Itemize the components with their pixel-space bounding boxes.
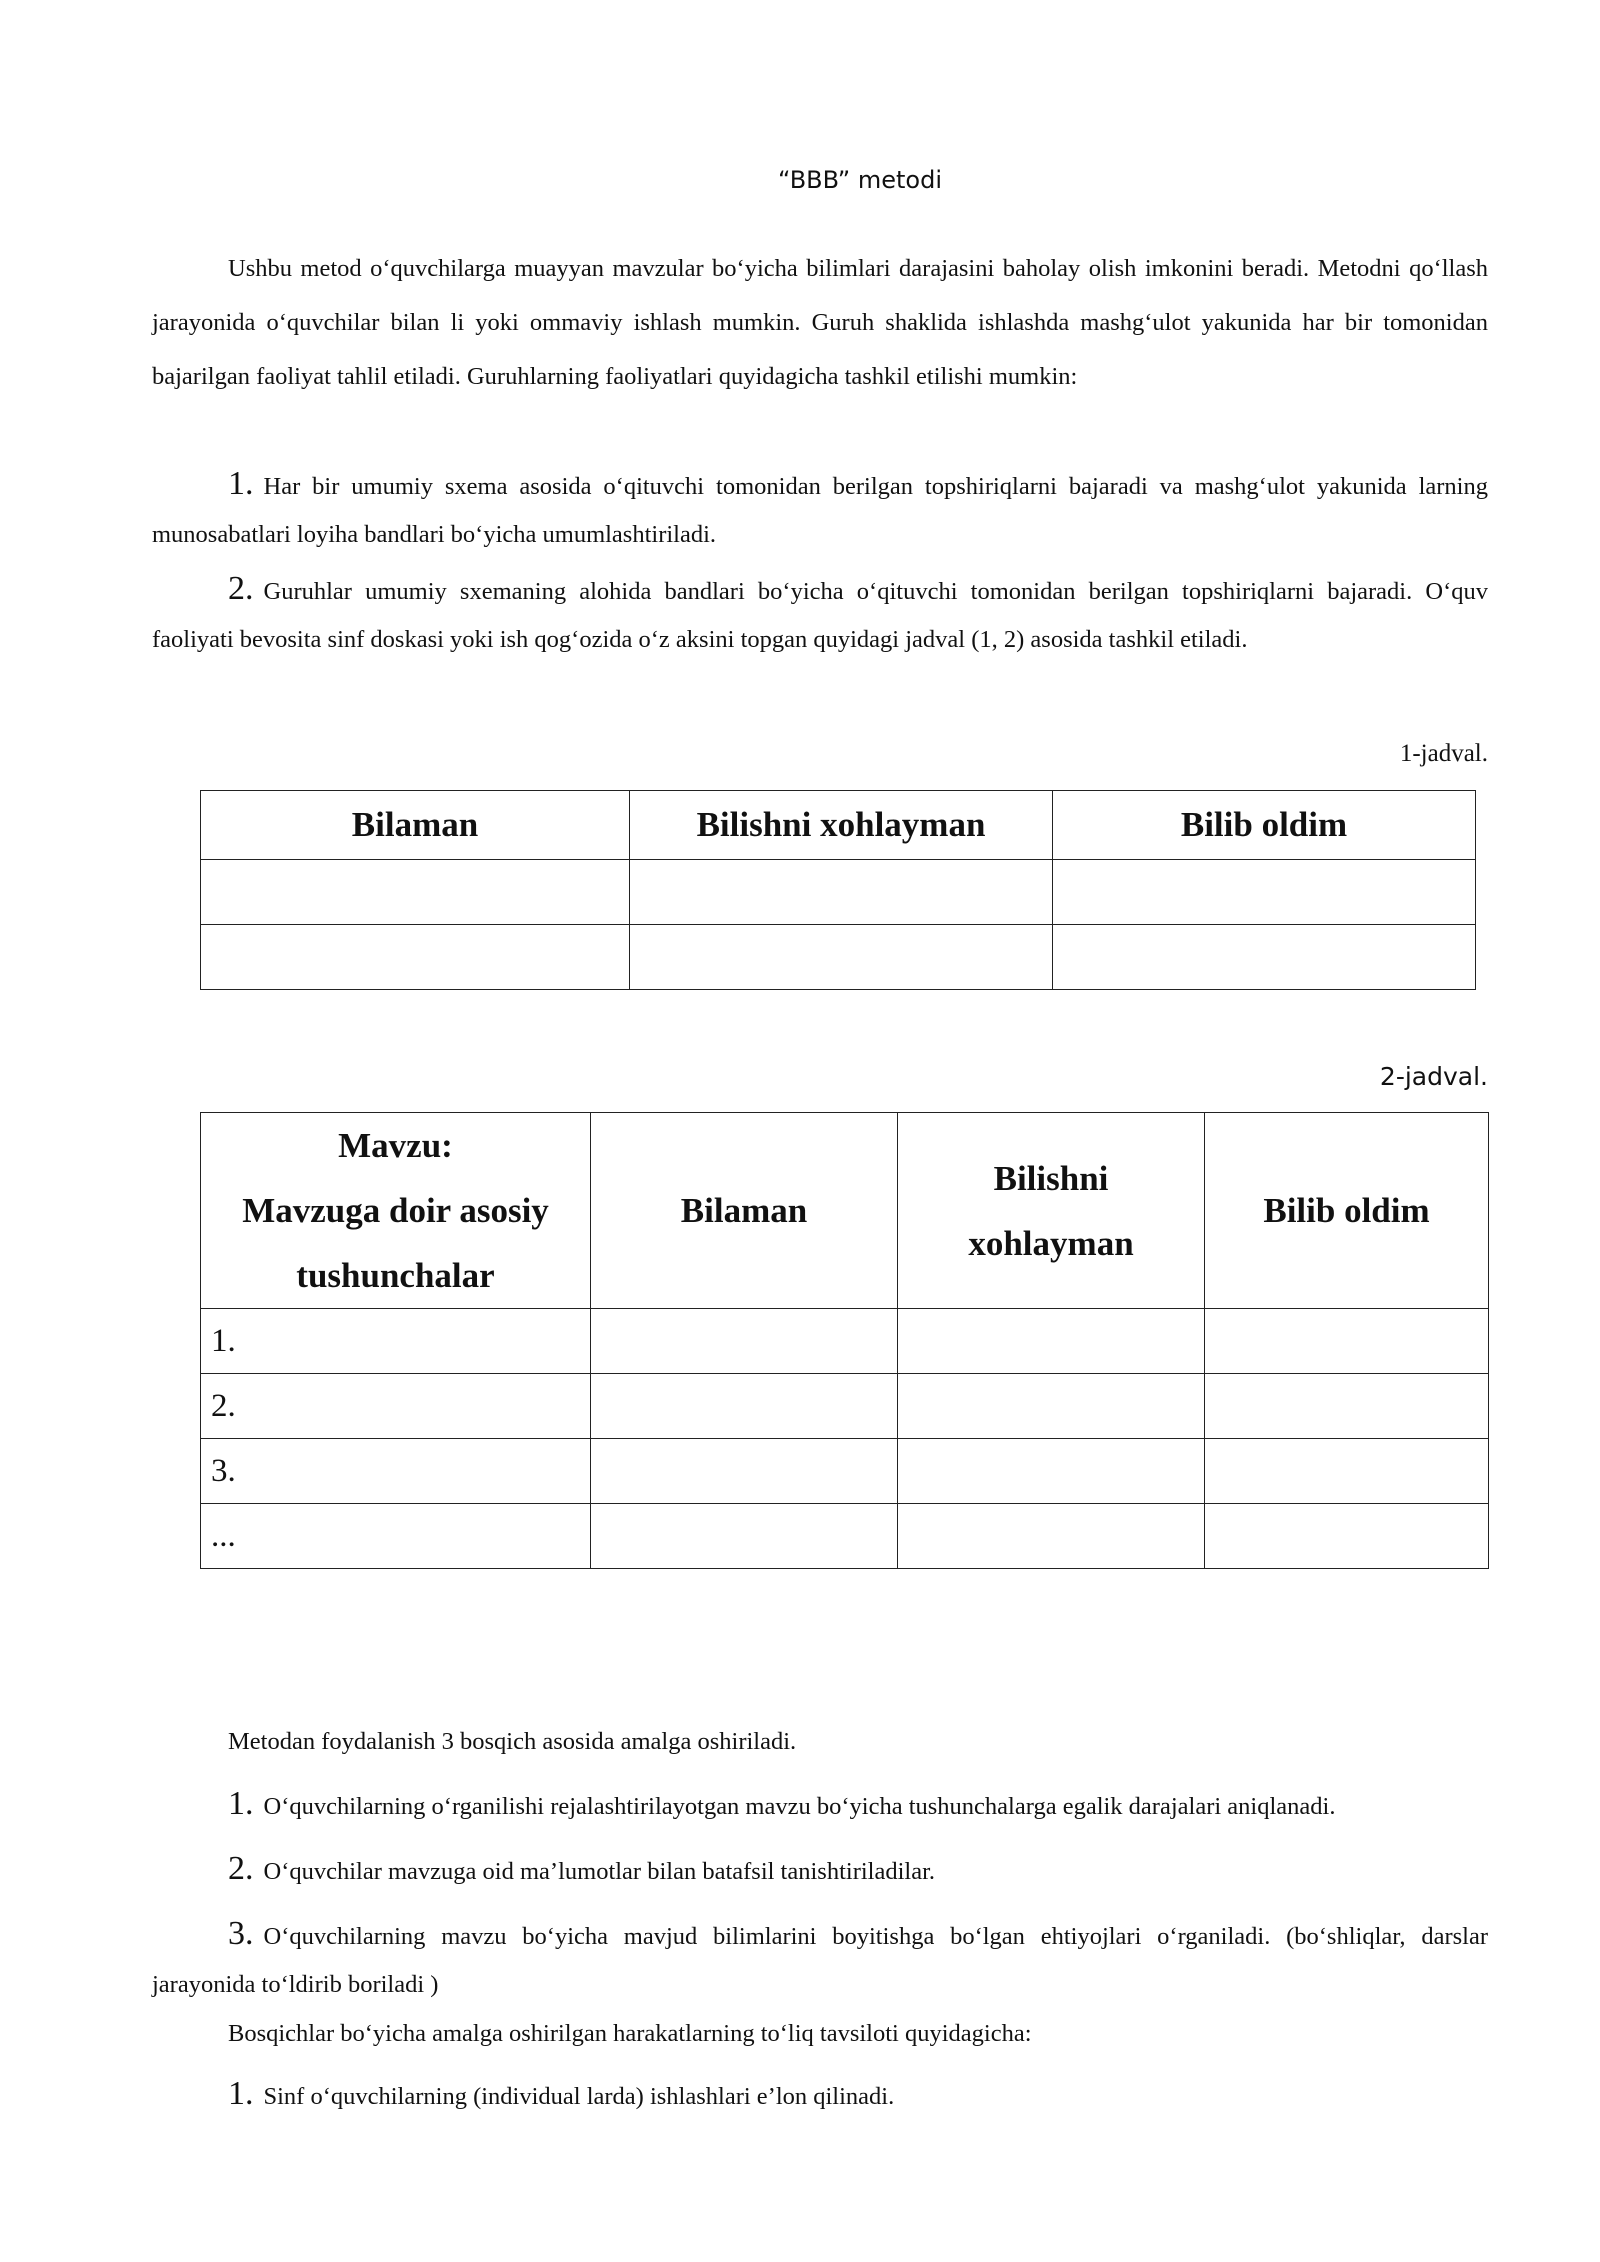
table-cell xyxy=(1053,860,1476,925)
detail-item-1 xyxy=(152,2070,1488,2121)
table-cell xyxy=(591,1504,898,1569)
intro-item-1-text: Har bir umumiy sxema asosida o‘qituvchi tomonidan berilgan topshiriqlarni bajaradi va mashg‘ulot yakunida larning munosabatlari loyiha bandlari bo‘yicha umumlashtiriladi. xyxy=(152,473,1488,548)
table2-row-label: 3. xyxy=(201,1439,591,1504)
table-cell xyxy=(591,1309,898,1374)
table-row xyxy=(201,1439,1489,1504)
stage-item-2-text: O‘quvchilar mavzuga oid ma’lumotlar bilan batafsil tanishtiriladilar. xyxy=(263,1858,936,1885)
table-cell xyxy=(1205,1309,1489,1374)
table-row xyxy=(201,1504,1489,1569)
table-cell xyxy=(630,925,1053,990)
table-cell xyxy=(1205,1374,1489,1439)
table-row xyxy=(201,925,1476,990)
table1-header-bilib-oldim: Bilib oldim xyxy=(1053,791,1476,860)
stage-item-2 xyxy=(152,1845,1488,1896)
page-title: “BBB” metodi xyxy=(778,166,942,194)
table1-caption: 1-jadval. xyxy=(1399,740,1488,767)
stage-item-1-text: O‘quvchilarning o‘rganilishi rejalashtirilayotgan mavzu bo‘yicha tushunchalarga egalik darajalari aniqlanadi. xyxy=(263,1793,1336,1820)
table-cell xyxy=(1205,1439,1489,1504)
table2-row-label: 1. xyxy=(201,1309,591,1374)
table-2 xyxy=(200,1112,1489,1569)
table-cell xyxy=(898,1439,1205,1504)
table-cell xyxy=(630,860,1053,925)
table-cell xyxy=(1053,925,1476,990)
table-cell xyxy=(898,1309,1205,1374)
table2-header-mavzu xyxy=(201,1113,591,1309)
intro-item-1 xyxy=(152,460,1488,559)
table2-header-bilishni-line-1: Bilishni xyxy=(993,1158,1109,1198)
table2-caption: 2-jadval. xyxy=(1379,1062,1488,1091)
table2-row-label: ... xyxy=(201,1504,591,1569)
detail-item-1-number: 1. xyxy=(228,2075,254,2112)
intro-item-1-number: 1. xyxy=(228,465,254,502)
table-1 xyxy=(200,790,1476,990)
table-cell xyxy=(201,925,630,990)
table2-header-mavzu-line-3: tushunchalar xyxy=(296,1256,495,1295)
table1-header-bilaman: Bilaman xyxy=(201,791,630,860)
stage-item-2-number: 2. xyxy=(228,1850,254,1887)
details-intro: Bosqichlar bo‘yicha amalga oshirilgan harakatlarning to‘liq tavsiloti quyidagicha: xyxy=(228,2020,1032,2047)
table-row xyxy=(201,860,1476,925)
table-row xyxy=(201,1374,1489,1439)
detail-item-1-text: Sinf o‘quvchilarning (individual larda) ishlashlari e’lon qilinadi. xyxy=(263,2083,895,2110)
table2-header-bilishni-line-2: xohlayman xyxy=(968,1223,1134,1263)
table1-header-bilishni-xohlayman: Bilishni xohlayman xyxy=(630,791,1053,860)
stage-item-3-text: O‘quvchilarning mavzu bo‘yicha mavjud bilimlarini boyitishga bo‘lgan ehtiyojlari o‘rganiladi. (bo‘shliqlar, darslar jarayonida to‘ldirib boriladi ) xyxy=(152,1923,1488,1998)
table2-header-bilaman: Bilaman xyxy=(591,1113,898,1309)
table-cell xyxy=(1205,1504,1489,1569)
table2-header-mavzu-line-2: Mavzuga doir asosiy xyxy=(242,1191,549,1230)
intro-item-2-text: Guruhlar umumiy sxemaning alohida bandlari bo‘yicha o‘qituvchi tomonidan berilgan topshiriqlarni bajaradi. O‘quv faoliyati bevosita sinf doskasi yoki ish qog‘ozida o‘z aksini topgan quyidagi jadval (1, 2) asosida tashkil etiladi. xyxy=(152,578,1488,653)
table-cell xyxy=(201,860,630,925)
table-cell xyxy=(898,1504,1205,1569)
intro-paragraph: Ushbu metod o‘quvchilarga muayyan mavzular bo‘yicha bilimlari darajasini baholay olish imkonini beradi. Metodni qo‘llash jarayonida o‘quvchilar bilan li yoki ommaviy ishlash mumkin. Guruh shaklida ishlashda mashg‘ulot yakunida har bir tomonidan bajarilgan faoliyat tahlil etiladi. Guruhlarning faoliyatlari quyidagicha tashkil etilishi mumkin: xyxy=(152,255,1488,390)
stage-item-3-number: 3. xyxy=(228,1915,254,1952)
table-cell xyxy=(591,1439,898,1504)
table2-header-row xyxy=(201,1113,1489,1309)
table-row xyxy=(201,1309,1489,1374)
stage-item-3 xyxy=(152,1910,1488,2009)
table-cell xyxy=(591,1374,898,1439)
stage-item-1-number: 1. xyxy=(228,1785,254,1822)
table2-row-label: 2. xyxy=(201,1374,591,1439)
table1-header-row xyxy=(201,791,1476,860)
stages-intro: Metodan foydalanish 3 bosqich asosida amalga oshiriladi. xyxy=(228,1728,797,1755)
intro-item-2-number: 2. xyxy=(228,570,254,607)
stage-item-1 xyxy=(152,1780,1488,1831)
table2-header-bilib-oldim: Bilib oldim xyxy=(1205,1113,1489,1309)
table2-header-bilishni-xohlayman xyxy=(898,1113,1205,1309)
intro-item-2 xyxy=(152,565,1488,664)
table-cell xyxy=(898,1374,1205,1439)
table2-header-mavzu-line-1: Mavzu: xyxy=(338,1126,453,1165)
